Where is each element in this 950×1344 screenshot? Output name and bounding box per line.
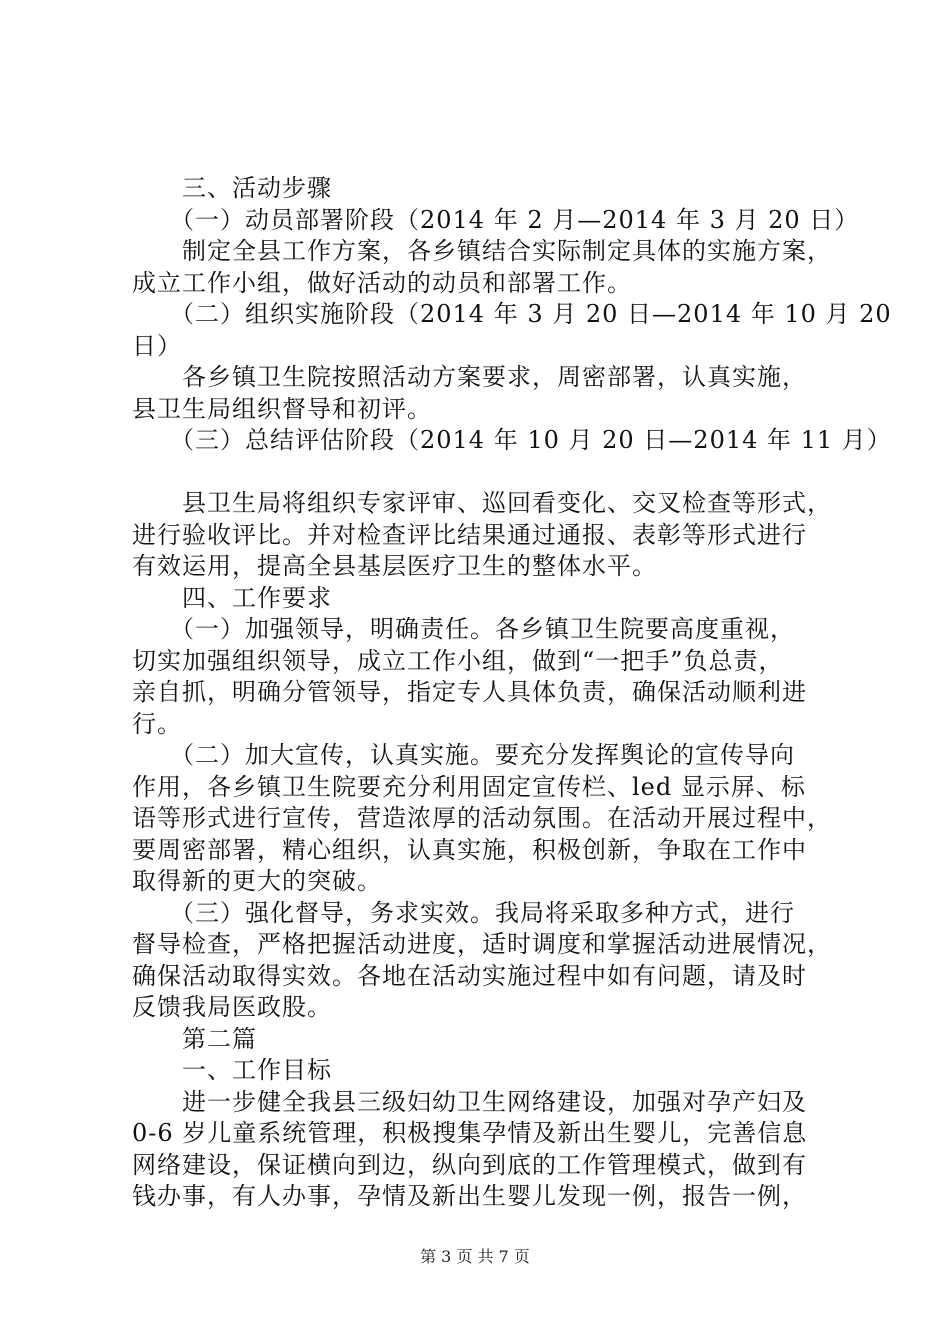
section-heading: 四、工作要求 <box>132 583 332 612</box>
paragraph-line: 制定全县工作方案，各乡镇结合实际制定具体的实施方案， <box>132 237 832 265</box>
blank-line <box>132 457 832 489</box>
paragraph-line: 县卫生局将组织专家评审、巡回看变化、交叉检查等形式， <box>132 489 832 517</box>
paragraph-line: 督导检查，严格把握活动进度，适时调度和掌握活动进展情况， <box>132 930 832 958</box>
paragraph-line: 作用，各乡镇卫生院要充分利用固定宣传栏、led 显示屏、标 <box>132 772 806 801</box>
paragraph-line: 成立工作小组，做好活动的动员和部署工作。 <box>132 268 632 297</box>
paragraph-line: 要周密部署，精心组织，认真实施，积极创新，争取在工作中 <box>132 835 807 864</box>
paragraph-line: 有效运用，提高全县基层医疗卫生的整体水平。 <box>132 552 657 580</box>
paragraph-line: 各乡镇卫生院按照活动方案要求，周密部署，认真实施， <box>132 363 807 391</box>
paragraph-line: （一）加强领导，明确责任。各乡镇卫生院要高度重视， <box>132 615 795 643</box>
page-number-footer: 第 3 页 共 7 页 <box>420 1247 530 1266</box>
paragraph-line: 进一步健全我县三级妇幼卫生网络建设，加强对孕产妇及 <box>132 1087 807 1116</box>
paragraph-line: （一）动员部署阶段（2014 年 2 月—2014 年 3 月 20 日） <box>132 205 860 234</box>
paragraph-line: （三）强化督导，务求实效。我局将采取多种方式，进行 <box>132 898 795 927</box>
paragraph-line: （三）总结评估阶段（2014 年 10 月 20 日—2014 年 11 月） <box>132 426 892 454</box>
paragraph-line: 亲自抓，明确分管领导，指定专人具体负责，确保活动顺利进 <box>132 678 807 706</box>
paragraph-line: 取得新的更大的突破。 <box>132 867 382 895</box>
paragraph-line: 切实加强组织领导，成立工作小组，做到“一把手”负总责， <box>132 646 784 675</box>
paragraph-line: 语等形式进行宣传，营造浓厚的活动氛围。在活动开展过程中， <box>132 804 832 832</box>
paragraph-line: （二）加大宣传，认真实施。要充分发挥舆论的宣传导向 <box>132 741 795 769</box>
paragraph-line: 网络建设，保证横向到边，纵向到底的工作管理模式，做到有 <box>132 1150 807 1179</box>
section-heading: 三、活动步骤 <box>132 174 332 202</box>
paragraph-line: 进行验收评比。并对检查评比结果通过通报、表彰等形式进行 <box>132 520 807 549</box>
paragraph-line: 钱办事，有人办事，孕情及新出生婴儿发现一例，报告一例， <box>132 1182 807 1210</box>
section-heading: 一、工作目标 <box>132 1056 332 1084</box>
paragraph-line: （二）组织实施阶段（2014 年 3 月 20 日—2014 年 10 月 20 <box>132 300 892 328</box>
paragraph-line: 日） <box>132 331 182 360</box>
paragraph-line: 反馈我局医政股。 <box>132 993 332 1021</box>
paragraph-line: 确保活动取得实效。各地在活动实施过程中如有问题，请及时 <box>132 961 807 990</box>
paragraph-line: 县卫生局组织督导和初评。 <box>132 394 432 423</box>
paragraph-line: 行。 <box>132 709 182 738</box>
part-title: 第二篇 <box>132 1024 257 1053</box>
document-body <box>132 173 892 1213</box>
paragraph-line: 0-6 岁儿童系统管理，积极搜集孕情及新出生婴儿，完善信息 <box>132 1119 808 1147</box>
